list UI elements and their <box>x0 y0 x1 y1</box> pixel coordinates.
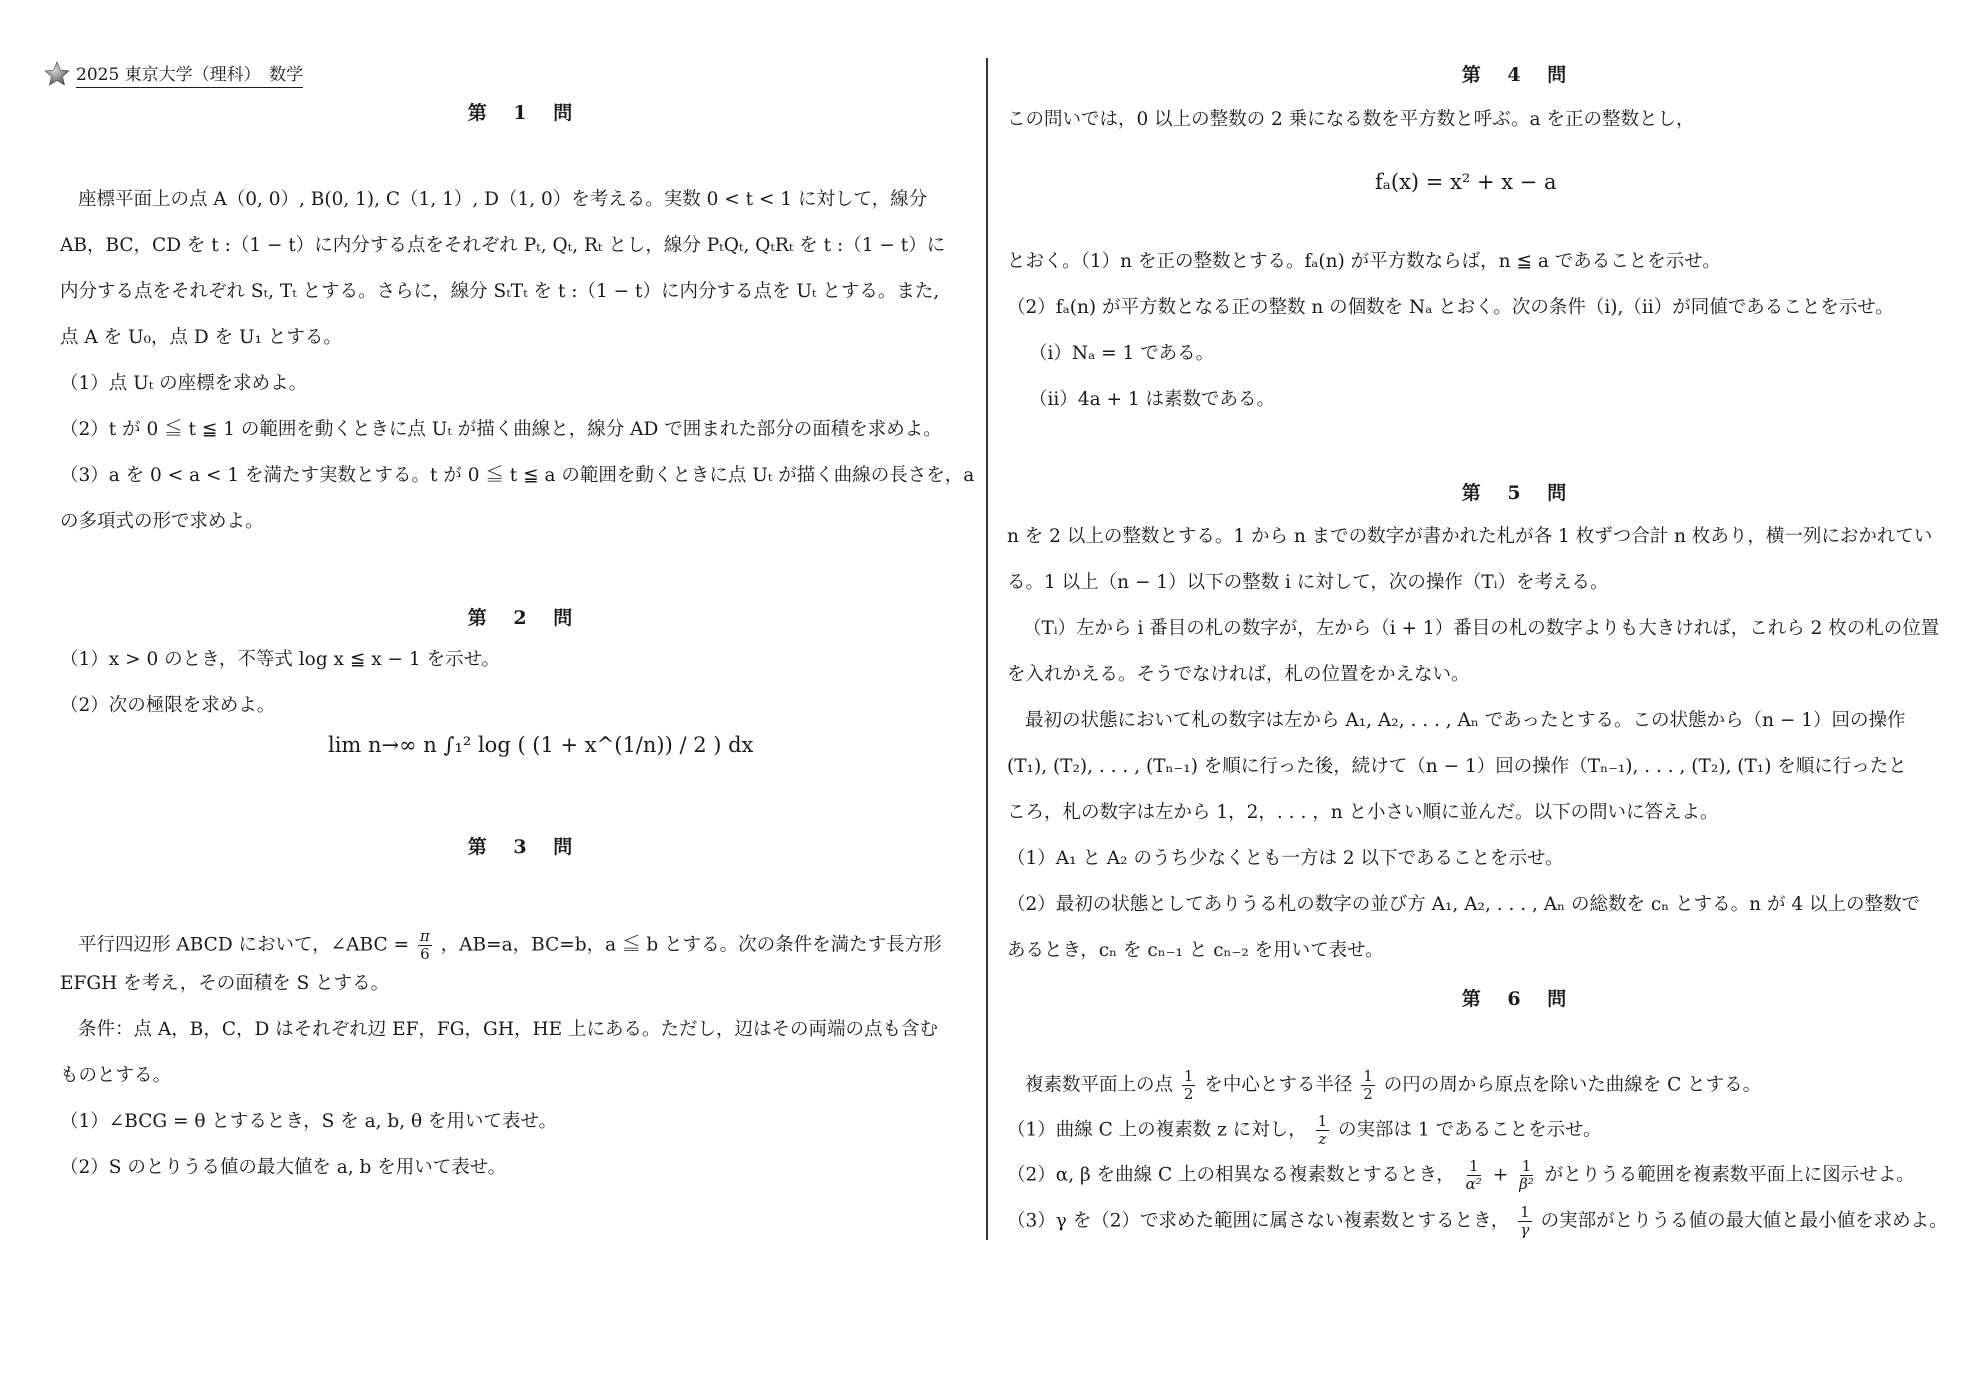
q6-text: 複素数平面上の点 <box>1025 1074 1174 1096</box>
q5-line: 最初の状態において札の数字は左から A₁, A₂, . . . , Aₙ であったとする。この状態から（n − 1）回の操作 <box>1025 710 1906 731</box>
q4-condition-ii: （ii）4a + 1 は素数である。 <box>1029 389 1276 410</box>
star-icon <box>44 61 70 87</box>
q4-title: 第 4 問 <box>1461 64 1577 86</box>
fraction <box>1517 1158 1536 1193</box>
q2-subquestion-2: （2）次の極限を求めよ。 <box>60 695 276 716</box>
q3-title: 第 3 問 <box>467 836 583 858</box>
q5-subquestion-2: （2）最初の状態としてありうる札の数字の並び方 A₁, A₂, . . . , Aₙ の総数を cₙ とする。n が 4 以上の整数で <box>1007 894 1920 915</box>
q3-line: EFGH を考え，その面積を S とする。 <box>60 973 390 994</box>
fraction-denominator: α² <box>1465 1175 1482 1193</box>
q1-line: AB，BC，CD を t :（1 − t）に内分する点をそれぞれ Pₜ, Qₜ, Rₜ とし，線分 PₜQₜ, QₜRₜ を t :（1 − t）に <box>60 235 946 256</box>
fraction-numerator: 1 <box>1520 1203 1530 1221</box>
column-divider <box>986 58 988 1240</box>
q6-subquestion-2 <box>1007 1158 1915 1193</box>
q2-limit-formula: lim n→∞ n ∫₁² log ( (1 + x^(1/n)) / 2 ) dx <box>328 733 754 757</box>
fraction-numerator: 1 <box>1363 1067 1373 1085</box>
q1-line: の多項式の形で求めよ。 <box>60 511 264 532</box>
q4-condition-i: （i）Nₐ = 1 である。 <box>1029 343 1215 364</box>
q6-text: （1）曲線 C 上の複素数 z に対し， <box>1007 1119 1307 1141</box>
q3-subquestion-1: （1）∠BCG = θ とするとき，S を a, b, θ を用いて表せ。 <box>60 1111 557 1132</box>
q5-line: ころ，札の数字は左から 1，2，. . . ，n と小さい順に並んだ。以下の問いに答えよ。 <box>1007 802 1719 823</box>
q6-text: の実部がとりうる値の最大値と最小値を求めよ。 <box>1540 1210 1948 1232</box>
q6-title: 第 6 問 <box>1461 988 1577 1010</box>
q5-line: あるとき，cₙ を cₙ₋₁ と cₙ₋₂ を用いて表せ。 <box>1007 940 1384 961</box>
q1-subquestion-3: （3）a を 0 < a < 1 を満たす実数とする。t が 0 ≦ t ≦ a の範囲を動くときに点 Uₜ が描く曲線の長さを，a <box>60 465 975 486</box>
fraction-numerator: 1 <box>1521 1157 1532 1175</box>
q1-line: 点 A を U₀，点 D を U₁ とする。 <box>60 327 342 348</box>
document-header <box>44 60 303 88</box>
q5-operation: （Tᵢ）左から i 番目の札の数字が，左から（i + 1）番目の札の数字よりも大きければ，これら 2 枚の札の位置 <box>1023 618 1940 639</box>
q1-line: 内分する点をそれぞれ Sₜ, Tₜ とする。さらに，線分 SₜTₜ を t :（1 − t）に内分する点を Uₜ とする。また, <box>60 281 940 302</box>
fraction-numerator: 1 <box>1468 1157 1479 1175</box>
q4-subquestion-1: とおく。（1）n を正の整数とする。fₐ(n) が平方数ならば，n ≦ a であることを示せ。 <box>1007 251 1721 272</box>
fraction-denominator: z <box>1318 1130 1327 1148</box>
q4-function-formula: fₐ(x) = x² + x − a <box>1375 170 1557 194</box>
q3-text: 平行四辺形 ABCD において，∠ABC = <box>78 934 410 956</box>
q6-text: （2）α, β を曲線 C 上の相異なる複素数とするとき， <box>1007 1164 1455 1186</box>
fraction-denominator: 2 <box>1183 1085 1194 1103</box>
header-title: 2025 東京大学（理科） 数学 <box>76 60 303 88</box>
q1-title: 第 1 問 <box>467 102 583 124</box>
fraction <box>1464 1158 1484 1193</box>
fraction-denominator: β² <box>1519 1175 1534 1193</box>
fraction-numerator: π <box>419 927 430 945</box>
q4-subquestion-2: （2）fₐ(n) が平方数となる正の整数 n の個数を Nₐ とおく。次の条件（i),（ii）が同値であることを示せ。 <box>1007 297 1894 318</box>
fraction-numerator: 1 <box>1183 1067 1194 1085</box>
q6-subquestion-1 <box>1007 1113 1602 1148</box>
q2-title: 第 2 問 <box>467 607 583 629</box>
q6-line-1 <box>1025 1068 1761 1103</box>
q5-line: n を 2 以上の整数とする。1 から n までの数字が書かれた札が各 1 枚ずつ合計 n 枚あり，横一列におかれてい <box>1007 526 1933 547</box>
q3-text: ，AB=a，BC=b，a ≦ b とする。次の条件を満たす長方形 <box>440 934 942 956</box>
q6-text: （3）γ を（2）で求めた範囲に属さない複素数とするとき， <box>1007 1210 1510 1232</box>
q5-title: 第 5 問 <box>1461 482 1577 504</box>
q3-line: ものとする。 <box>60 1065 172 1086</box>
q3-line-1 <box>78 928 942 963</box>
q4-line: この問いでは，0 以上の整数の 2 乗になる数を平方数と呼ぶ。a を正の整数とし， <box>1007 109 1695 130</box>
q2-subquestion-1: （1）x > 0 のとき，不等式 log x ≦ x − 1 を示せ。 <box>60 649 501 670</box>
fraction-numerator: 1 <box>1317 1112 1328 1130</box>
fraction <box>1361 1068 1375 1103</box>
q5-line: る。1 以上（n − 1）以下の整数 i に対して，次の操作（Tᵢ）を考える。 <box>1007 572 1609 593</box>
q6-text: がとりうる範囲を複素数平面上に図示せよ。 <box>1544 1164 1915 1186</box>
fraction-denominator: γ <box>1520 1221 1530 1239</box>
plus-sign: + <box>1492 1164 1509 1186</box>
q6-text: の円の周から原点を除いた曲線を C とする。 <box>1383 1074 1762 1096</box>
q6-text: を中心とする半径 <box>1204 1074 1353 1096</box>
fraction <box>1518 1204 1532 1239</box>
fraction <box>1316 1113 1330 1148</box>
q6-text: の実部は 1 であることを示せ。 <box>1338 1119 1602 1141</box>
q1-subquestion-2: （2）t が 0 ≦ t ≦ 1 の範囲を動くときに点 Uₜ が描く曲線と，線分 AD で囲まれた部分の面積を求めよ。 <box>60 419 942 440</box>
q3-condition: 条件：点 A，B，C，D はそれぞれ辺 EF，FG，GH，HE 上にある。ただし，辺はその両端の点も含む <box>78 1019 938 1040</box>
q6-subquestion-3 <box>1007 1204 1948 1239</box>
fraction <box>1182 1068 1196 1103</box>
q1-line: 座標平面上の点 A（0, 0）, B(0, 1), C（1, 1）, D（1, 0）を考える。実数 0 < t < 1 に対して，線分 <box>78 189 928 210</box>
q5-line: を入れかえる。そうでなければ，札の位置をかえない。 <box>1007 664 1470 685</box>
q3-subquestion-2: （2）S のとりうる値の最大値を a, b を用いて表せ。 <box>60 1157 507 1178</box>
fraction-denominator: 6 <box>420 945 430 963</box>
q5-subquestion-1: （1）A₁ と A₂ のうち少なくとも一方は 2 以下であることを示せ。 <box>1007 848 1564 869</box>
q1-subquestion-1: （1）点 Uₜ の座標を求めよ。 <box>60 373 308 394</box>
fraction <box>418 928 432 963</box>
fraction-denominator: 2 <box>1363 1085 1373 1103</box>
q5-line: (T₁), (T₂), . . . , (Tₙ₋₁) を順に行った後，続けて（n − 1）回の操作（Tₙ₋₁), . . . , (T₂), (T₁) を順に行ったと <box>1007 756 1907 777</box>
